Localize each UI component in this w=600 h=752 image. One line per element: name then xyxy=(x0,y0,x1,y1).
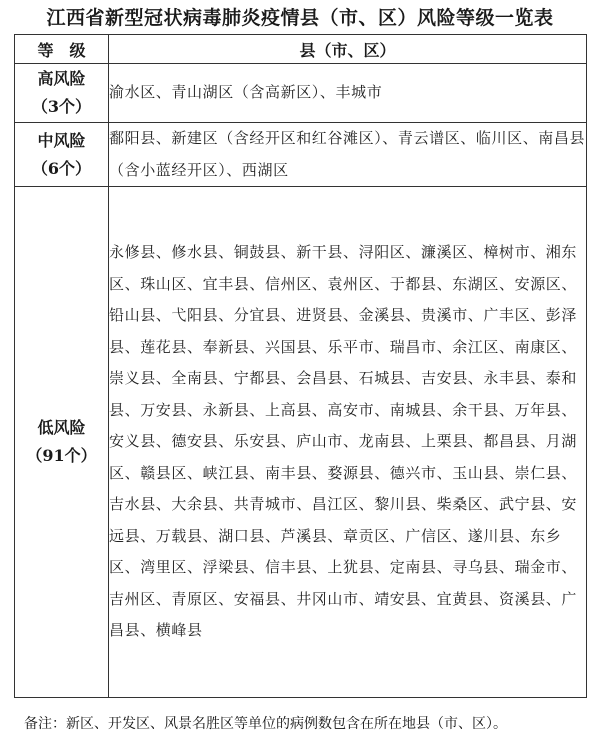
level-count: （91个） xyxy=(26,446,97,465)
risk-level-table xyxy=(14,34,587,698)
level-name: 高风险 xyxy=(37,69,86,88)
footnote: 备注：新区、开发区、风景名胜区等单位的病例数包含在所在地县（市、区）。 xyxy=(24,716,507,732)
level-cell-high xyxy=(15,64,109,123)
header-area: 县（市、区） xyxy=(109,35,587,64)
level-count: （3个） xyxy=(31,97,92,116)
level-name: 低风险 xyxy=(37,418,86,437)
document-title: 江西省新型冠状病毒肺炎疫情县（市、区）风险等级一览表 xyxy=(46,7,554,29)
level-cell-low xyxy=(15,187,109,698)
level-count: （6个） xyxy=(31,158,92,178)
area-list-low: 永修县、修水县、铜鼓县、新干县、浔阳区、濂溪区、樟树市、湘东区、珠山区、宜丰县、信州区、袁州区、于都县、东湖区、安源区、铅山县、弋阳县、分宜县、进贤县、金溪县、贵溪市、广丰区、彭泽县、莲花县、奉新县、兴国县、乐平市、瑞昌市、余江区、南康区、崇义县、全南县、宁都县、会昌县、石城县、吉安县、永丰县、泰和县、万安县、永新县、上高县、高安市、南城县、余干县、万年县、安义县、德安县、乐安县、庐山市、龙南县、上栗县、都昌县、月湖区、赣县区、峡江县、南丰县、婺源县、德兴市、玉山县、崇仁县、吉水县、大余县、共青城市、昌江区、黎川县、柴桑区、武宁县、安远县、万载县、湖口县、芦溪县、章贡区、广信区、遂川县、东乡区、湾里区、浮梁县、信丰县、上犹县、定南县、寻乌县、瑞金市、吉州区、青原区、安福县、井冈山市、靖安县、宜黄县、资溪县、广昌县、横峰县 xyxy=(109,187,587,698)
table-row-medium-risk xyxy=(15,123,587,187)
header-level: 等 级 xyxy=(15,35,109,64)
level-cell-medium xyxy=(15,123,109,187)
table-header-row xyxy=(15,35,587,64)
area-list-medium: 鄱阳县、新建区（含经开区和红谷滩区）、青云谱区、临川区、南昌县（含小蓝经开区）、西湖区 xyxy=(109,123,587,187)
table-row-high-risk xyxy=(15,64,587,123)
level-name: 中风险 xyxy=(37,130,86,150)
area-list-high: 渝水区、青山湖区（含高新区）、丰城市 xyxy=(109,64,587,123)
table-row-low-risk xyxy=(15,187,587,698)
